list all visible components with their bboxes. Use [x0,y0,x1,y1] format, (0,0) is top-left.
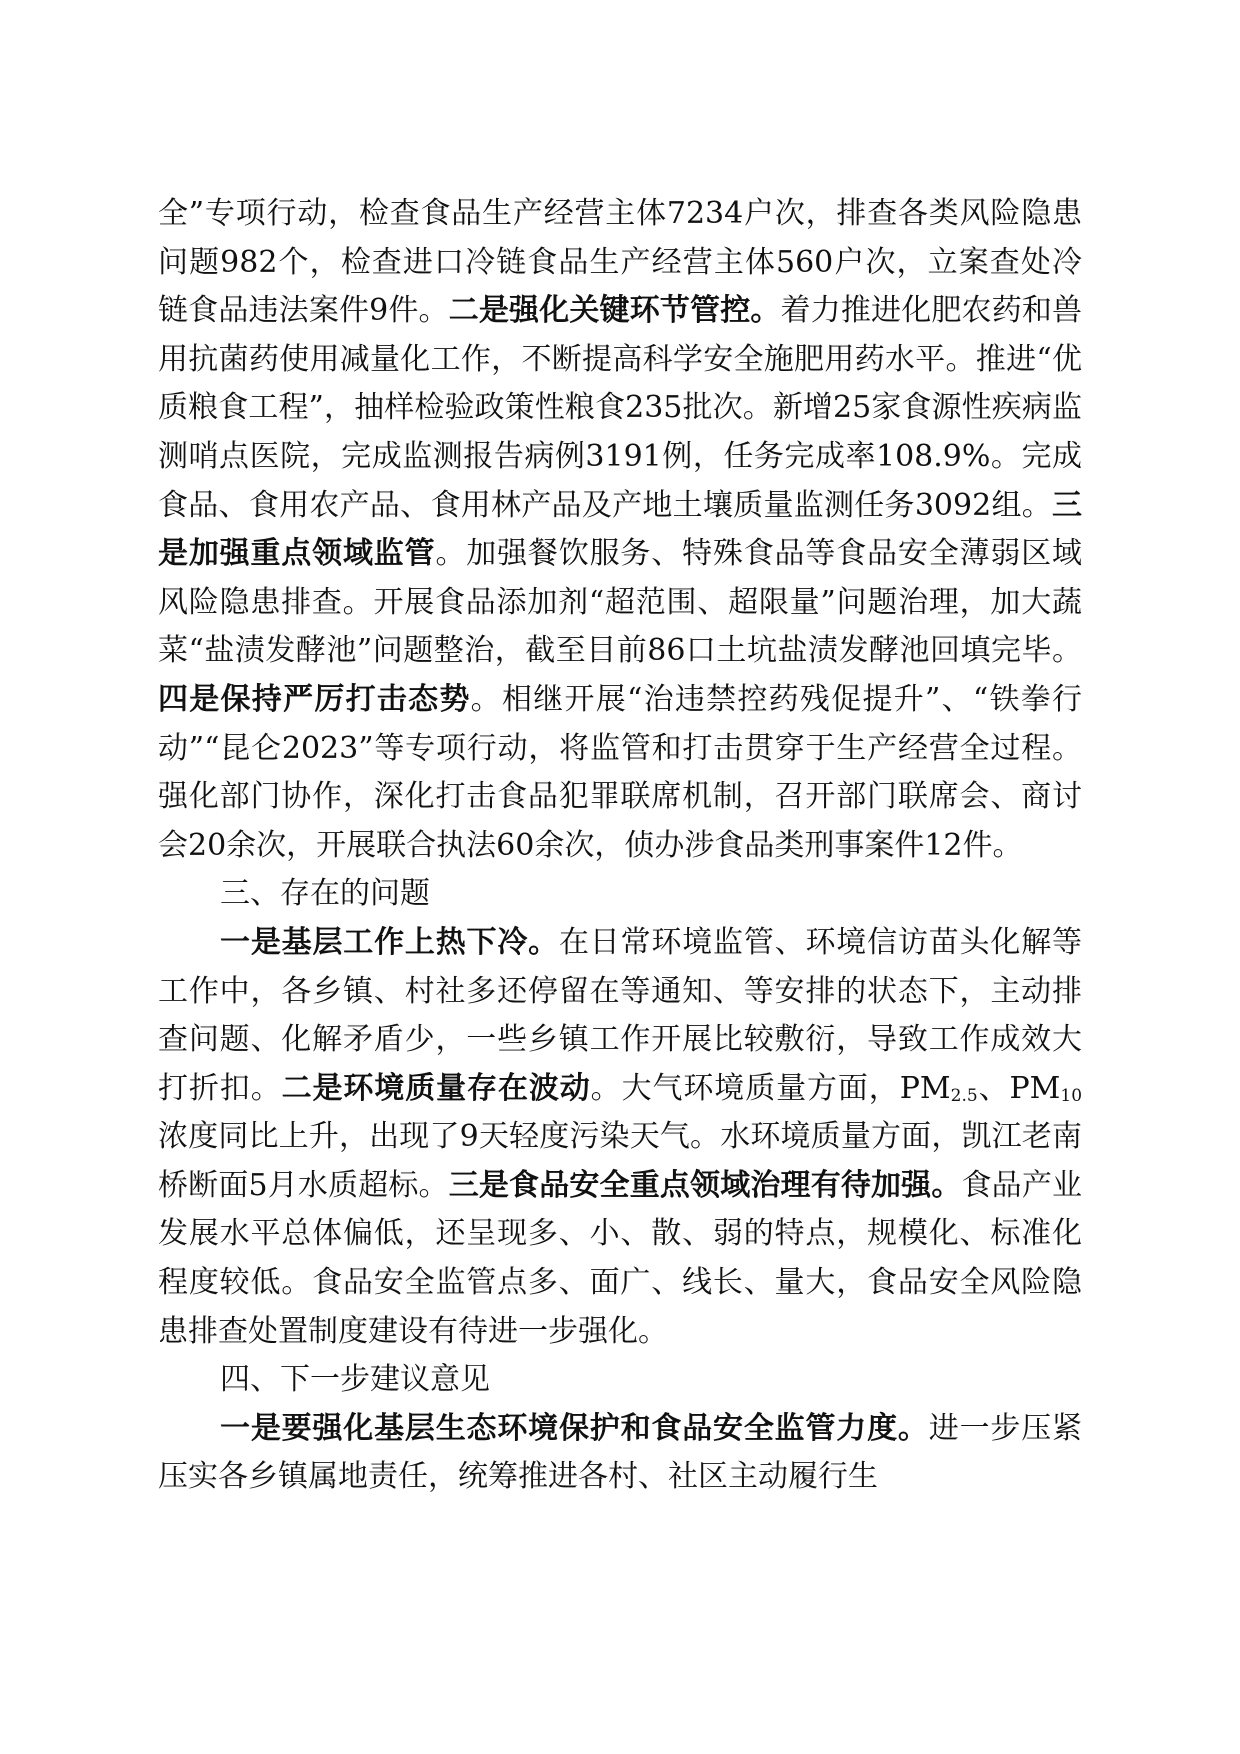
text: 。大气环境质量方面， [590,1070,900,1106]
text: 全”专项行动，检查食品生产经营主体7234户次，排查各类风险隐患问题982个，检查进口冷链食品生产经营主体560户次，立案查处冷链食品违法案件9件。 [158,196,1082,329]
text: 。相继开展“治违禁控药残促提升”、“铁拳行动”“昆仑2023”等专项行动，将监管和打击贯穿于生产经营全过程。强化部门协作，深化打击食品犯罪联席机制，召开部门联席会、商讨会20余次，开展联合执法60余次，侦办涉食品类刑事案件12件。 [158,681,1083,863]
document-page [158,190,1082,1502]
bold-phrase: 一是要强化基层生态环境保护和食品安全监管力度。 [220,1410,929,1446]
text: 。加强餐饮服务、特殊食品等食品安全薄弱区域风险隐患排查。开展食品添加剂“超范围、超限量”问题治理，加大蔬菜“盐渍发酵池”问题整治，截至目前86口土坑盐渍发酵池回填完毕。 [158,536,1083,669]
paragraph-food-safety-actions [158,190,1082,870]
section-heading-problems: 三、存在的问题 [220,876,430,912]
text: 食品产业发展水平总体偏低，还呈现多、小、散、弱的特点，规模化、标准化程度较低。食品安全监管点多、面广、线长、量大，食品安全风险隐患排查处置制度建设有待进一步强化。 [158,1167,1083,1349]
section-heading-suggestions: 四、下一步建议意见 [220,1362,490,1398]
bold-phrase: 二是环境质量存在波动 [281,1070,591,1106]
paragraph-suggestions [158,1405,1082,1502]
bold-phrase: 三是食品安全重点领域治理有待加强。 [448,1167,962,1203]
bold-phrase: 一是基层工作上热下冷。 [220,924,559,960]
text: 在日常环境监管、环境信访苗头化解等工作中，各乡镇、村社多还停留在等通知、等安排的状态下，主动排查问题、化解矛盾少，一些乡镇工作开展比较敷衍，导致工作成效大打折扣。 [158,924,1083,1106]
bold-phrase: 二是强化关键环节管控。 [448,293,781,329]
bold-phrase: 三是加强重点领域监管 [158,487,1082,572]
pm10-subscript: 10 [1060,1085,1083,1106]
text: 进一步压紧压实各乡镇属地责任，统筹推进各村、社区主动履行生 [158,1410,1083,1495]
pm25-subscript: 2.5 [950,1085,978,1106]
bold-phrase: 四是保持严厉打击态势 [158,681,471,717]
text: 、 [977,1070,1010,1106]
text: 着力推进化肥农药和兽用抗菌药使用减量化工作，不断提高科学安全施肥用药水平。推进“优质粮食工程”，抽样检验政策性粮食235批次。新增25家食源性疾病监测哨点医院，完成监测报告病例3191例，任务完成率108.9%。完成食品、食用农产品、食用林产品及产地土壤质量监测任务3092组。 [158,293,1083,523]
paragraph-problems [158,919,1082,1356]
pm10-label: PM [1009,1070,1061,1106]
text: 浓度同比上升，出现了9天轻度污染天气。水环境质量方面，凯江老南桥断面5月水质超标。 [158,1119,1082,1203]
pm25-label: PM [899,1070,951,1106]
